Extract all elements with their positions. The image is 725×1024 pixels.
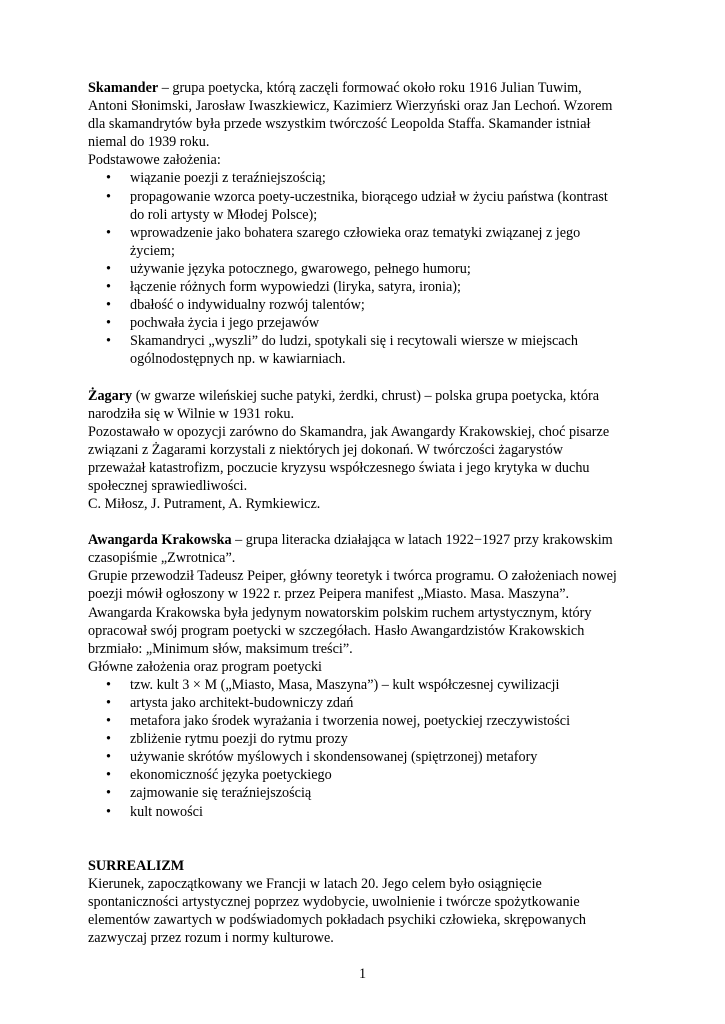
list-item: • artysta jako architekt-budowniczy zdań xyxy=(88,694,648,712)
paragraph-line: Żagary (w gwarze wileńskiej suche patyki, żerdki, chrust) – polska grupa poetycka, która xyxy=(88,387,599,404)
spacer xyxy=(88,839,648,857)
awangarda-bullet-list xyxy=(88,676,648,821)
list-item: • zajmowanie się teraźniejszością xyxy=(88,784,648,802)
list-item: • używanie skrótów myślowych i skondensowanej (spiętrzonej) metafory xyxy=(88,748,648,766)
list-item: • tzw. kult 3 × M („Miasto, Masa, Maszyna”) – kult współczesnej cywilizacji xyxy=(88,676,648,694)
spacer xyxy=(88,821,648,839)
paragraph-line: Pozostawało w opozycji zarówno do Skamandra, jak Awangardy Krakowskiej, choć pisarze xyxy=(88,423,610,440)
section-skamander xyxy=(88,79,648,369)
paragraph-line: Skamander – grupa poetycka, którą zaczęli formować około roku 1916 Julian Tuwim, xyxy=(88,80,582,96)
paragraph-line: opracował swój program poetycki w szczegółach. Hasło Awangardzistów Krakowskich xyxy=(88,622,585,639)
document-body xyxy=(88,79,648,947)
paragraph-line: Główne założenia oraz program poetycki xyxy=(88,658,322,675)
section-zagary xyxy=(88,387,648,514)
list-item: • ekonomiczność języka poetyckiego xyxy=(88,766,648,784)
list-item: • metafora jako środek wyrażania i tworzenia nowej, poetyckiej rzeczywistości xyxy=(88,712,648,730)
paragraph-line: społecznej sprawiedliwości. xyxy=(88,477,248,494)
list-item: • kult nowości xyxy=(88,803,648,821)
paragraph-line: narodziła się w Wilnie w 1931 roku. xyxy=(88,405,295,422)
list-item: • wiązanie poezji z teraźniejszością; xyxy=(88,169,648,187)
list-item: • łączenie różnych form wypowiedzi (liryka, satyra, ironia); xyxy=(88,278,648,296)
list-item: • dbałość o indywidualny rozwój talentów; xyxy=(88,296,648,314)
paragraph-line: dla skamandrytów była przede wszystkim twórczość Leopolda Staffa. Skamander istniał xyxy=(88,116,591,133)
paragraph-line: Awangarda Krakowska była jedynym nowatorskim polskim ruchem artystycznym, który xyxy=(88,604,592,621)
list-item: • używanie języka potocznego, gwarowego, pełnego humoru; xyxy=(88,260,648,278)
list-item: • wprowadzenie jako bohatera szarego człowieka oraz tematyki związanej z jego życiem; xyxy=(88,224,648,260)
term-zagary: Żagary xyxy=(88,387,133,404)
spacer xyxy=(88,369,648,387)
paragraph-line: brzmiało: „Minimum słów, maksimum treści”. xyxy=(88,640,353,657)
section-awangarda xyxy=(88,531,648,821)
paragraph-line: Antoni Słonimski, Jarosław Iwaszkiewicz, Kazimierz Wierzyński oraz Jan Lechoń. Wzorem xyxy=(88,98,613,115)
page-number: 1 xyxy=(358,966,367,982)
paragraph-line: spontaniczności artystycznej poprzez wydobycie, uwolnienie i twórcze spożytkowanie xyxy=(88,893,580,910)
paragraph-line: C. Miłosz, J. Putrament, A. Rymkiewicz. xyxy=(88,496,321,513)
paragraph-line: przeważał katastrofizm, poczucie kryzysu współczesnego świata i jego krytyka w duchu xyxy=(88,459,590,476)
skamander-bullet-list xyxy=(88,169,648,368)
list-item: • Skamandryci „wyszli” do ludzi, spotykali się i recytowali wiersze w miejscach ogólnodostępnych np. w kawiarniach. xyxy=(88,332,648,368)
paragraph-line: Kierunek, zapoczątkowany we Francji w latach 20. Jego celem było osiągnięcie xyxy=(88,875,542,892)
term-awangarda: Awangarda Krakowska xyxy=(88,532,232,549)
paragraph-line: Awangarda Krakowska – grupa literacka działająca w latach 1922−1927 przy krakowskim xyxy=(88,532,613,549)
paragraph-line: czasopiśmie „Zwrotnica”. xyxy=(88,550,236,567)
term-skamander: Skamander xyxy=(88,80,159,96)
list-item: • pochwała życia i jego przejawów xyxy=(88,314,648,332)
paragraph-line: zazwyczaj przez rozum i normy kulturowe. xyxy=(88,930,334,947)
paragraph-line: niemal do 1939 roku. xyxy=(88,134,210,151)
section-heading: SURREALIZM xyxy=(88,857,185,874)
paragraph-line: związani z Żagarami korzystali z niektórych jej dokonań. W twórczości żagarystów xyxy=(88,441,563,458)
paragraph-line: Grupie przewodził Tadeusz Peiper, główny teoretyk i twórca programu. O założeniach nowej xyxy=(88,568,617,585)
paragraph-line: Podstawowe założenia: xyxy=(88,152,221,169)
list-item: • propagowanie wzorca poety-uczestnika, biorącego udział w życiu państwa (kontrast do roli artysty w Młodej Polsce); xyxy=(88,188,648,224)
paragraph-line: elementów zawartych w podświadomych pokładach psychiki człowieka, skrępowanych xyxy=(88,911,586,928)
spacer xyxy=(88,513,648,531)
paragraph-line: poezji mówił ogłoszony w 1922 r. przez Peipera manifest „Miasto. Masa. Maszyna”. xyxy=(88,586,570,603)
list-item: • zbliżenie rytmu poezji do rytmu prozy xyxy=(88,730,648,748)
section-surrealizm xyxy=(88,857,648,947)
